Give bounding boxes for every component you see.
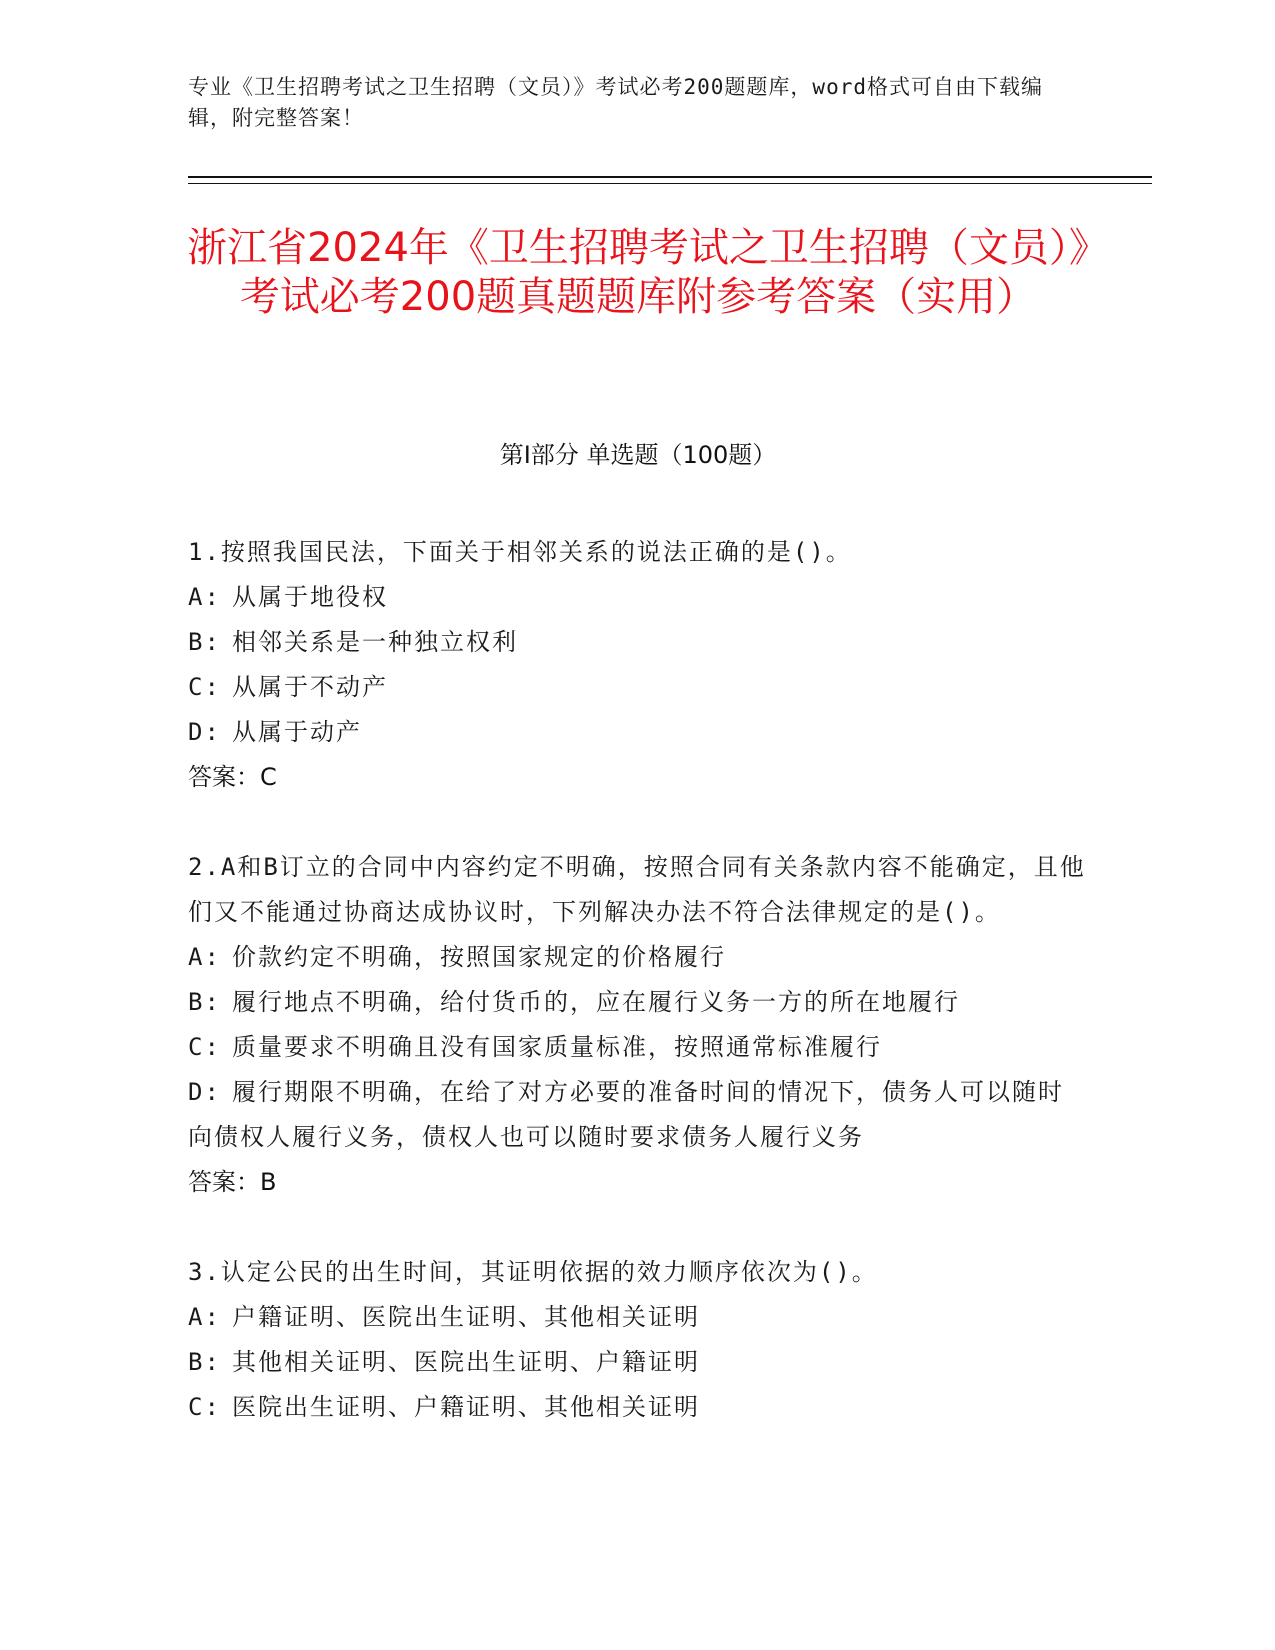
question-1 [188, 530, 1088, 800]
option-key: C: [188, 673, 221, 701]
option-c [188, 1025, 1088, 1070]
option-a [188, 935, 1088, 980]
option-key: C: [188, 1033, 221, 1061]
option-c [188, 665, 1088, 710]
header-divider-thin [188, 183, 1152, 184]
question-stem: 1.按照我国民法，下面关于相邻关系的说法正确的是()。 [188, 538, 852, 566]
option-key: A: [188, 583, 221, 611]
option-b [188, 980, 1088, 1025]
option-text: 其他相关证明、医院出生证明、户籍证明 [232, 1348, 700, 1376]
option-text: 从属于不动产 [232, 673, 388, 701]
option-text: 从属于地役权 [232, 583, 388, 611]
option-text: 户籍证明、医院出生证明、其他相关证明 [232, 1303, 700, 1331]
option-text: 相邻关系是一种独立权利 [232, 628, 518, 656]
option-key: D: [188, 1078, 221, 1106]
option-key: B: [188, 988, 221, 1016]
question-3 [188, 1250, 1088, 1430]
option-text: 从属于动产 [232, 718, 362, 746]
option-b [188, 620, 1088, 665]
question-list [188, 530, 1088, 1475]
option-d [188, 710, 1088, 755]
answer-line: 答案：B [188, 1168, 277, 1196]
document-title: 浙江省2024年《卫生招聘考试之卫生招聘（文员）》考试必考200题真题题库附参考答案（实用） [187, 225, 1089, 320]
option-text: 医院出生证明、户籍证明、其他相关证明 [232, 1393, 700, 1421]
header-note: 专业《卫生招聘考试之卫生招聘（文员）》考试必考200题题库，word格式可自由下载编辑，附完整答案！ [188, 75, 1043, 130]
option-a [188, 1295, 1088, 1340]
question-stem: 3.认定公民的出生时间，其证明依据的效力顺序依次为()。 [188, 1258, 878, 1286]
option-text: 履行地点不明确，给付货币的，应在履行义务一方的所在地履行 [232, 988, 960, 1016]
option-key: A: [188, 1303, 221, 1331]
option-text: 价款约定不明确，按照国家规定的价格履行 [232, 943, 726, 971]
option-key: B: [188, 1348, 221, 1376]
answer-line: 答案：C [188, 763, 277, 791]
option-text: 履行期限不明确，在给了对方必要的准备时间的情况下，债务人可以随时向债权人履行义务，债权人也可以随时要求债务人履行义务 [188, 1078, 1064, 1151]
section-heading: 第I部分 单选题（100题） [499, 441, 777, 469]
option-key: B: [188, 628, 221, 656]
option-key: C: [188, 1393, 221, 1421]
option-key: D: [188, 718, 221, 746]
option-key: A: [188, 943, 221, 971]
option-a [188, 575, 1088, 620]
option-c [188, 1385, 1088, 1430]
header-divider-thick [188, 176, 1152, 178]
option-text: 质量要求不明确且没有国家质量标准，按照通常标准履行 [232, 1033, 882, 1061]
option-b [188, 1340, 1088, 1385]
question-2 [188, 845, 1088, 1205]
option-d [188, 1070, 1088, 1160]
question-stem: 2.A和B订立的合同中内容约定不明确，按照合同有关条款内容不能确定，且他们又不能通过协商达成协议时，下列解决办法不符合法律规定的是()。 [188, 853, 1086, 926]
